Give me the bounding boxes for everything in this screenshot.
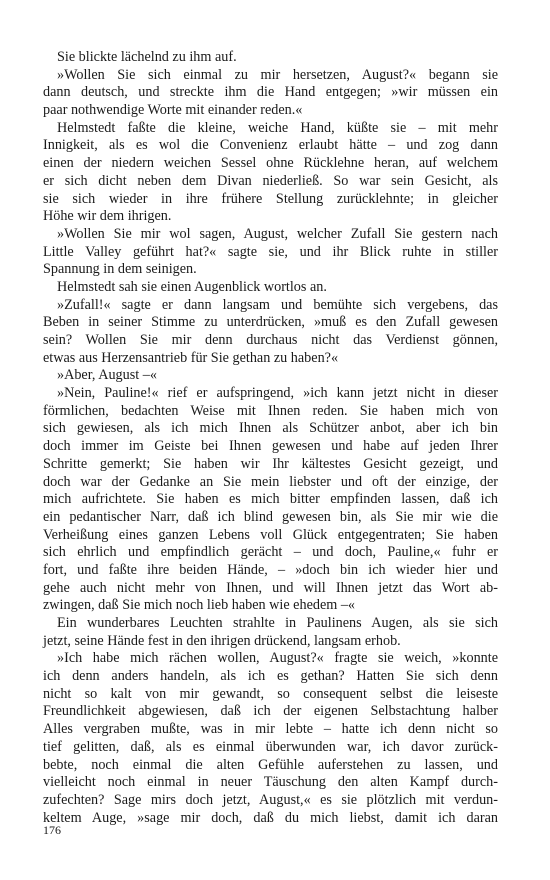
text-line: »Nein, Pauline!« rief er aufspringend, »ich kann jetzt nicht in dieser: [57, 385, 498, 402]
text-line: etwas aus Herzensantrieb für Sie gethan zu haben?«: [43, 349, 339, 366]
text-line: nicht so kalt von mir gewandt, so consequent selbst die leiseste: [43, 685, 498, 702]
text-line: ein pedantischer Narr, daß ich blind gewesen bin, als Sie mir wie die: [43, 508, 498, 525]
text-line: Helmstedt faßte die kleine, weiche Hand, küßte sie – mit mehr: [57, 119, 498, 136]
text-line: Schritte gemerkt; Sie haben wir Ihr kältestes Gesicht gezeigt, und: [43, 455, 498, 472]
text-line: mich aufrichtete. Sie haben es mich bitter empfinden lassen, daß ich: [43, 491, 498, 508]
text-line: jetzt, seine Hände fest in den ihrigen drückend, langsam erhob.: [43, 632, 401, 649]
text-line: ich denn anders handeln, als ich es gethan? Hatten Sie sich denn: [43, 668, 498, 685]
text-line: sich gewiesen, als ich mich Ihnen als Schützer anbot, aber ich bin: [43, 420, 498, 437]
text-line: Alles vergraben mußte, was in mir lebte – hatte ich denn nicht so: [43, 721, 498, 738]
text-line: fort, und faßte ihre beiden Hände, – »doch bin ich wieder hier und: [43, 561, 498, 578]
text-line: Verheißung eines ganzen Lebens voll Glück entgegentraten; Sie haben: [43, 526, 498, 543]
text-line: vielleicht noch einmal in neuer Täuschung den alten Kampf durch-: [43, 774, 498, 791]
text-line: »Wollen Sie sich einmal zu mir hersetzen, August?« begann sie: [57, 66, 498, 83]
text-line: sich ehrlich und empfindlich gerächt – und doch, Pauline,« fuhr er: [43, 544, 498, 561]
text-line: Sie blickte lächelnd zu ihm auf.: [57, 49, 237, 65]
text-line: dann deutsch, und streckte ihm die Hand entgegen; »wir müssen ein: [43, 84, 498, 101]
text-line: keltem Auge, »sage mir doch, daß du mich liebst, damit ich daran: [43, 809, 498, 826]
page-number: 176: [43, 823, 61, 837]
text-line: tief gelitten, daß, als es einmal überwunden war, ich davor zurück-: [43, 738, 498, 755]
text-line: sie sich wieder in ihre frühere Stellung zurücklehnte; in gleicher: [43, 190, 498, 207]
text-line: Ein wunderbares Leuchten strahlte in Paulinens Augen, als sie sich: [57, 615, 498, 631]
text-line: Beben in seiner Stimme zu unterdrücken, »muß es den Zufall gewesen: [43, 314, 498, 331]
text-line: förmlichen, bedachten Weise mit Ihnen reden. Sie haben mich von: [43, 402, 498, 419]
text-line: Höhe wir dem ihrigen.: [43, 208, 172, 225]
text-line: zwingen, daß Sie mich noch lieb haben wie ehedem –«: [43, 597, 356, 614]
text-line: »Wollen Sie mir wol sagen, August, welcher Zufall Sie gestern nach: [57, 225, 498, 242]
text-line: Little Valley geführt hat?« sagte sie, und ihr Blick ruhte in stiller: [43, 243, 498, 260]
text-line: paar nothwendige Worte mit einander reden.«: [43, 102, 303, 119]
text-line: Spannung in dem seinigen.: [43, 261, 197, 278]
text-line: »Aber, August –«: [57, 367, 157, 384]
text-line: »Zufall!« sagte er dann langsam und bemühte sich vergebens, das: [57, 296, 498, 313]
text-line: er sich dicht neben dem Divan niederließ. So war sein Gesicht, als: [43, 172, 498, 189]
text-line: bebte, noch einmal die alten Gefühle auferstehen zu lassen, und: [43, 756, 498, 773]
text-line: doch immer im Geiste bei Ihnen gewesen und habe auf jeden Ihrer: [43, 438, 498, 455]
text-line: Freundlichkeit abgewiesen, daß ich der eigenen Selbstachtung halber: [43, 703, 498, 720]
text-line: zufechten? Sage mirs doch jetzt, August,« es sie plötzlich mit verdun-: [43, 791, 498, 808]
text-line: einen der niedern weichen Sessel ohne Rücklehne heran, auf welchem: [43, 155, 498, 172]
text-line: »Ich habe mich rächen wollen, August?« fragte sie weich, »konnte: [57, 650, 498, 667]
text-line: doch war der Gedanke an Sie mein liebster und oft der einzige, der: [43, 473, 498, 490]
text-line: gehe auch nicht mehr von Ihnen, und will Ihnen jetzt das Wort ab-: [43, 579, 498, 596]
text-line: Innigkeit, als es wol die Convenienz erlaubt hätte – und zog dann: [43, 137, 498, 154]
text-line: sein? Wollen Sie mir denn durchaus nicht das Verdienst gönnen,: [43, 332, 498, 348]
body-text: [43, 49, 498, 827]
text-line: Helmstedt sah sie einen Augenblick wortlos an.: [57, 278, 327, 295]
